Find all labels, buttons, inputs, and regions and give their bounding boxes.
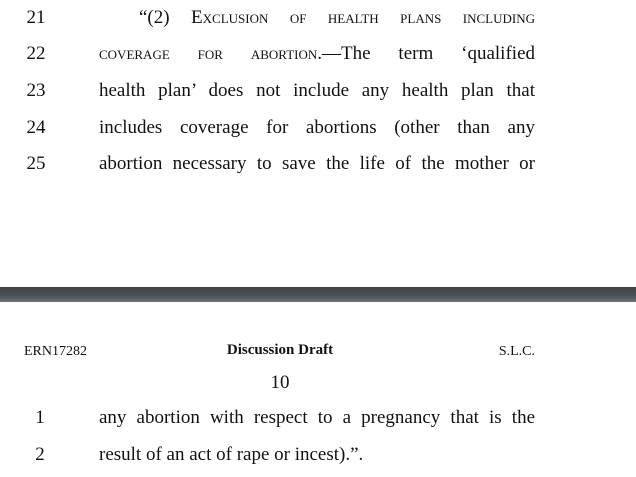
page-separator	[0, 287, 636, 302]
line-text: “(2) Exclusion of health plans including	[139, 7, 535, 28]
text-line	[0, 6, 636, 34]
line-text: includes coverage for abortions (other than any	[99, 117, 535, 138]
line-number: 22	[26, 43, 46, 64]
page-number: 10	[270, 372, 290, 393]
line-number: 21	[26, 7, 46, 28]
line-text: any abortion with respect to a pregnancy that is the	[99, 407, 535, 428]
line-number: 1	[35, 407, 45, 428]
draft-title: Discussion Draft	[226, 342, 334, 358]
line-text-rest: —The term ‘qualified	[322, 43, 536, 64]
document-page-lower	[0, 302, 636, 477]
text-line	[0, 406, 636, 434]
line-text: abortion necessary to save the life of the mother or	[99, 153, 535, 174]
line-text: result of an act of rape or incest).”.	[99, 444, 364, 465]
line-number: 24	[26, 117, 46, 138]
slc-label: S.L.C.	[498, 344, 535, 359]
line-text	[99, 42, 535, 66]
bill-id: ERN17282	[24, 344, 87, 359]
text-line	[0, 79, 636, 107]
text-line	[0, 443, 636, 471]
line-number: 25	[26, 153, 46, 174]
text-line	[0, 42, 636, 70]
text-line	[0, 116, 636, 144]
line-number: 23	[26, 80, 46, 101]
text-line	[0, 152, 636, 180]
line-text: health plan’ does not include any health plan that	[99, 80, 535, 101]
line-number: 2	[35, 444, 45, 465]
line-text-smallcaps: coverage for abortion.	[99, 43, 322, 64]
